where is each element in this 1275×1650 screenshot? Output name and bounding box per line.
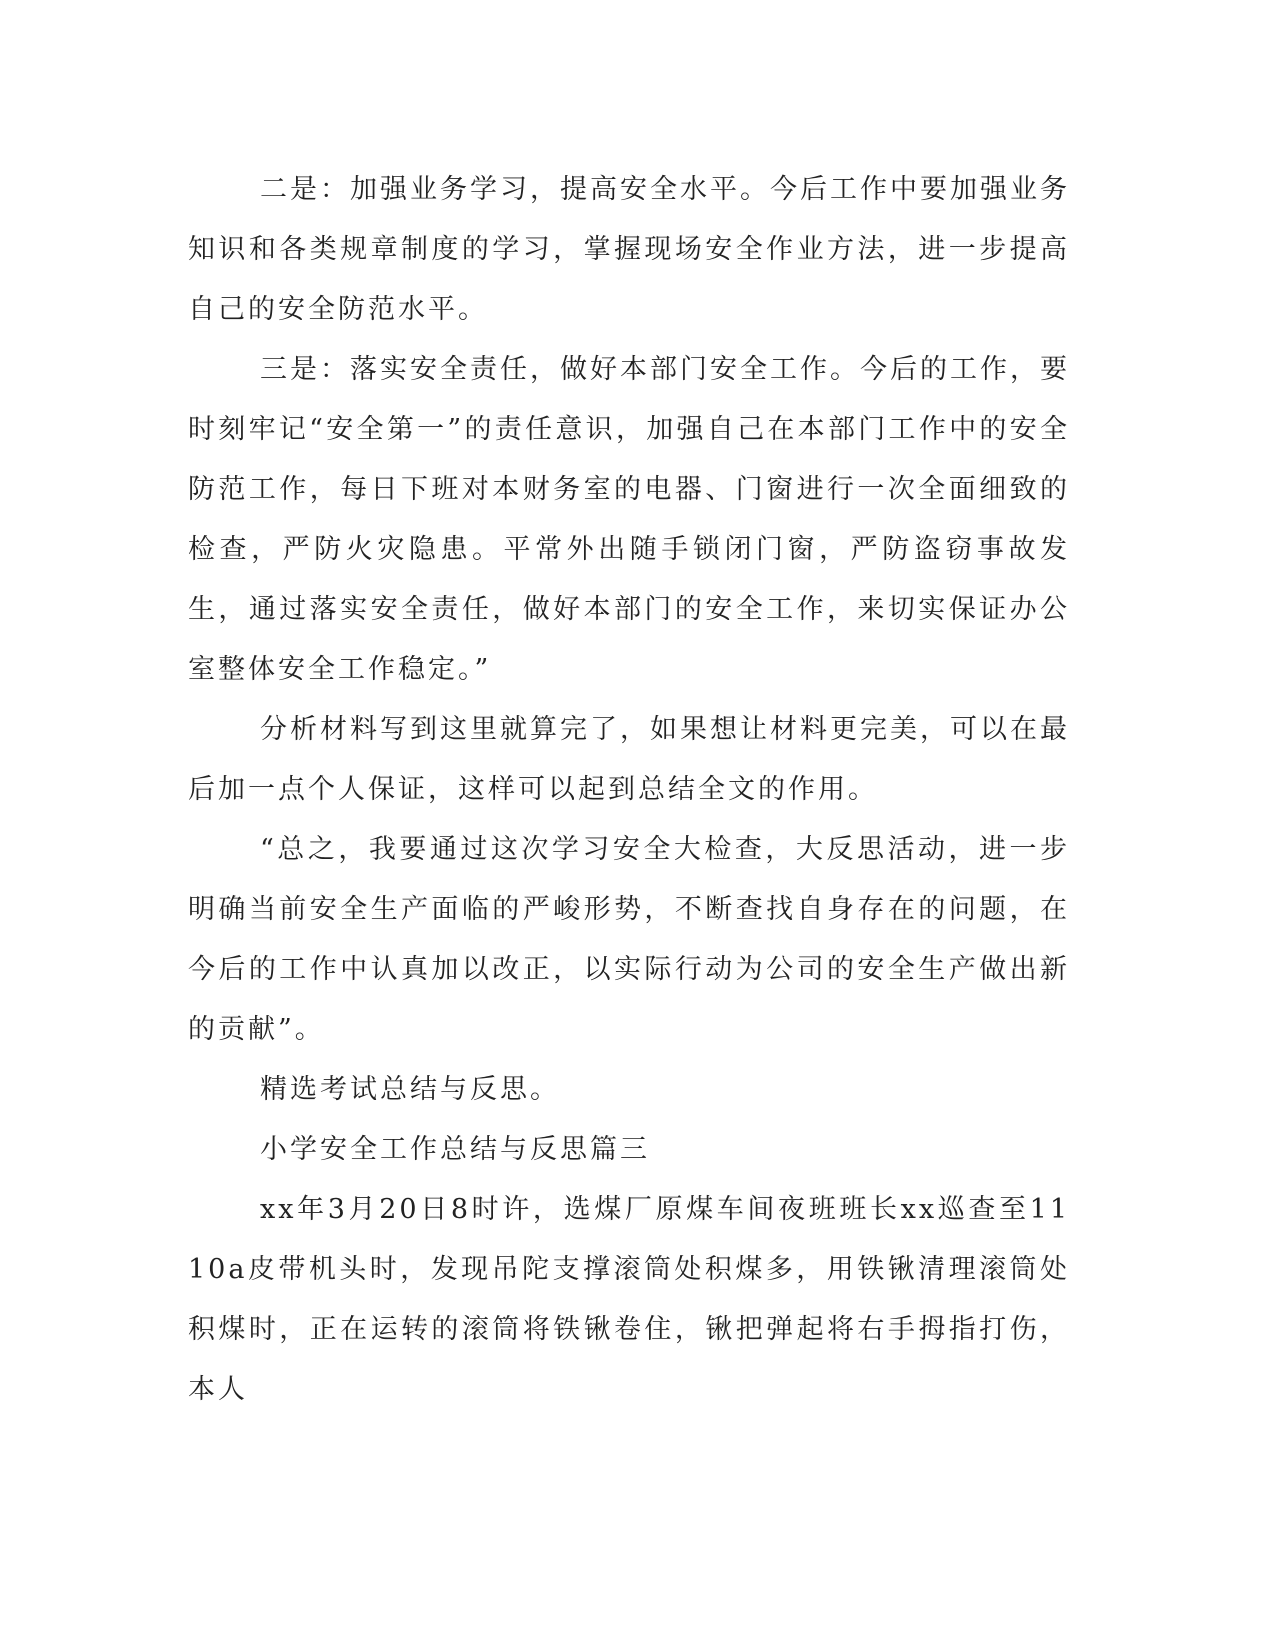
section-heading: 小学安全工作总结与反思篇三	[260, 1134, 650, 1165]
paragraph-selected-summary: 精选考试总结与反思。	[260, 1074, 560, 1105]
paragraph-point-two: 二是：加强业务学习，提高安全水平。今后工作中要加强业务知识和各类规章制度的学习，掌握现场安全作业方法，进一步提高自己的安全防范水平。	[188, 174, 1070, 325]
paragraph-analysis-note: 分析材料写到这里就算完了，如果想让材料更完美，可以在最后加一点个人保证，这样可以起到总结全文的作用。	[188, 714, 1070, 805]
paragraph-point-three: 三是：落实安全责任，做好本部门安全工作。今后的工作，要时刻牢记“安全第一”的责任意识，加强自己在本部门工作中的安全防范工作，每日下班对本财务室的电器、门窗进行一次全面细致的检查，严防火灾隐患。平常外出随手锁闭门窗，严防盗窃事故发生，通过落实安全责任，做好本部门的安全工作，来切实保证办公室整体安全工作稳定。”	[188, 354, 1070, 685]
paragraph-incident: xx年3月20日8时许，选煤厂原煤车间夜班班长xx巡查至1110a皮带机头时，发现吊陀支撑滚筒处积煤多，用铁锹清理滚筒处积煤时，正在运转的滚筒将铁锹卷住，锹把弹起将右手拇指打伤，本人	[188, 1194, 1070, 1405]
document-body	[188, 160, 1070, 1420]
paragraph-conclusion-quote: “总之，我要通过这次学习安全大检查，大反思活动，进一步明确当前安全生产面临的严峻形势，不断查找自身存在的问题，在今后的工作中认真加以改正，以实际行动为公司的安全生产做出新的贡献”。	[188, 834, 1070, 1045]
